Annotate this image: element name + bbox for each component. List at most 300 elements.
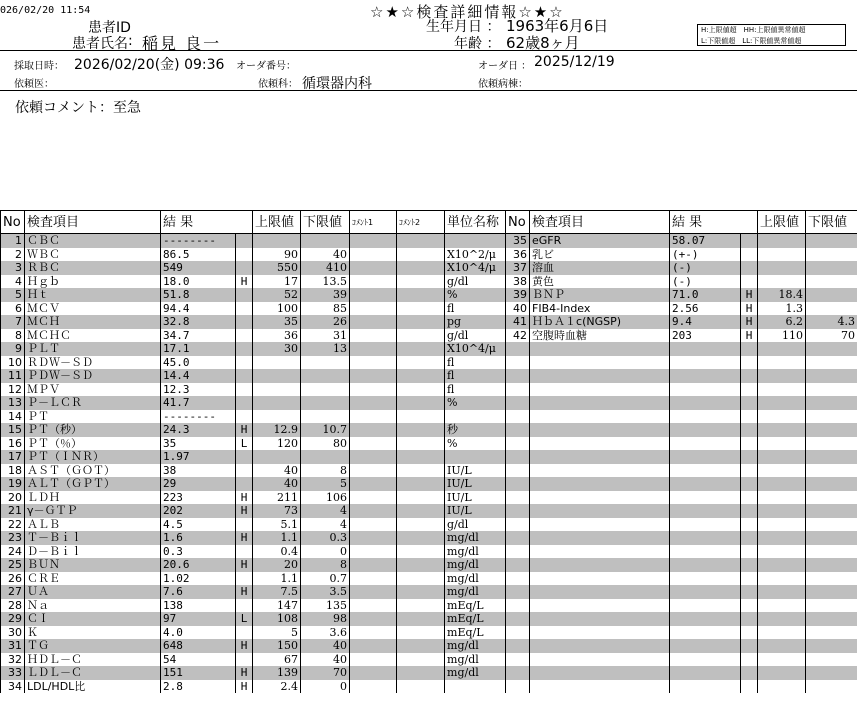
left-upper-cell: 30	[253, 342, 301, 356]
left-flag-cell	[236, 369, 253, 383]
left-unit-cell: mg/dl	[445, 531, 506, 545]
right-upper-cell	[758, 653, 806, 667]
left-flag-cell	[236, 342, 253, 356]
right-upper-cell	[758, 410, 806, 424]
left-lower-cell: 40	[301, 248, 350, 262]
right-no-cell	[506, 477, 530, 491]
left-result-cell: 549	[161, 261, 236, 275]
left-flag-cell	[236, 599, 253, 613]
left-item-cell: Ｎａ	[25, 599, 161, 613]
left-upper-cell	[253, 410, 301, 424]
left-no-cell: 25	[1, 558, 25, 572]
right-item-cell: 溶血	[530, 261, 670, 275]
table-row	[1, 518, 857, 532]
right-result-cell: 2.56	[670, 302, 741, 316]
right-upper-cell	[758, 558, 806, 572]
left-result-cell: 18.0	[161, 275, 236, 289]
left-unit-cell: X10^4/μ	[445, 261, 506, 275]
left-no-cell: 27	[1, 585, 25, 599]
left-result-cell: 24.3	[161, 423, 236, 437]
left-lower-cell: 0.7	[301, 572, 350, 586]
left-comment1-cell	[350, 234, 397, 248]
left-unit-cell: g/dl	[445, 275, 506, 289]
right-item-cell	[530, 356, 670, 370]
left-no-cell: 7	[1, 315, 25, 329]
age-label: 年齢 ：	[454, 36, 501, 52]
table-row	[1, 545, 857, 559]
left-unit-cell: %	[445, 288, 506, 302]
left-comment2-cell	[397, 585, 445, 599]
left-no-cell: 9	[1, 342, 25, 356]
age-value: 62歳8ヶ月	[506, 34, 580, 52]
left-comment2-cell	[397, 504, 445, 518]
left-lower-cell: 13	[301, 342, 350, 356]
left-no-cell: 23	[1, 531, 25, 545]
left-comment1-cell	[350, 288, 397, 302]
document-title: ☆★☆検査詳細情報☆★☆	[370, 3, 565, 21]
right-flag-cell	[741, 437, 758, 451]
patient-name-separator: :	[128, 33, 133, 49]
right-item-cell	[530, 666, 670, 680]
right-item-cell	[530, 572, 670, 586]
right-no-cell: 41	[506, 315, 530, 329]
right-no-cell: 39	[506, 288, 530, 302]
right-flag-cell	[741, 572, 758, 586]
right-lower-cell	[806, 383, 857, 397]
patient-id-label: 患者ID	[88, 20, 131, 36]
left-comment2-cell	[397, 572, 445, 586]
dept-value: 循環器内科	[302, 76, 372, 92]
left-result-cell: 151	[161, 666, 236, 680]
left-unit-cell: %	[445, 396, 506, 410]
left-unit-cell: fl	[445, 369, 506, 383]
right-upper-cell	[758, 477, 806, 491]
left-flag-cell: L	[236, 437, 253, 451]
right-lower-cell	[806, 369, 857, 383]
table-row	[1, 504, 857, 518]
table-row	[1, 315, 857, 329]
left-comment1-cell	[350, 585, 397, 599]
left-lower-cell: 3.5	[301, 585, 350, 599]
birth-label: 生年月日 ：	[426, 19, 501, 35]
left-item-cell: Ｐ－ＬＣＲ	[25, 396, 161, 410]
header-upper-right: 上限値	[758, 211, 806, 234]
right-item-cell: ＢＮＰ	[530, 288, 670, 302]
left-upper-cell	[253, 383, 301, 397]
left-flag-cell	[236, 234, 253, 248]
left-flag-cell: H	[236, 504, 253, 518]
left-comment1-cell	[350, 275, 397, 289]
left-unit-cell: mg/dl	[445, 639, 506, 653]
left-upper-cell: 108	[253, 612, 301, 626]
left-comment1-cell	[350, 599, 397, 613]
left-unit-cell: fl	[445, 356, 506, 370]
left-comment2-cell	[397, 410, 445, 424]
left-comment1-cell	[350, 261, 397, 275]
left-flag-cell: H	[236, 491, 253, 505]
left-comment2-cell	[397, 423, 445, 437]
header-lower-right: 下限値	[806, 211, 857, 234]
right-flag-cell	[741, 234, 758, 248]
right-no-cell: 38	[506, 275, 530, 289]
left-item-cell: ＭＣＨＣ	[25, 329, 161, 343]
left-flag-cell: L	[236, 612, 253, 626]
left-unit-cell: IU/L	[445, 477, 506, 491]
table-row	[1, 383, 857, 397]
right-lower-cell	[806, 491, 857, 505]
right-lower-cell	[806, 288, 857, 302]
left-flag-cell	[236, 288, 253, 302]
left-result-cell: 34.7	[161, 329, 236, 343]
left-unit-cell: 秒	[445, 423, 506, 437]
left-unit-cell: g/dl	[445, 329, 506, 343]
table-row	[1, 585, 857, 599]
left-item-cell: ＲＢＣ	[25, 261, 161, 275]
right-no-cell: 42	[506, 329, 530, 343]
left-lower-cell	[301, 356, 350, 370]
left-lower-cell: 135	[301, 599, 350, 613]
left-lower-cell: 85	[301, 302, 350, 316]
right-item-cell	[530, 518, 670, 532]
left-flag-cell: H	[236, 558, 253, 572]
right-result-cell	[670, 383, 741, 397]
right-item-cell	[530, 653, 670, 667]
left-result-cell: --------	[161, 410, 236, 424]
left-item-cell: ＣＢＣ	[25, 234, 161, 248]
right-lower-cell	[806, 261, 857, 275]
right-upper-cell	[758, 531, 806, 545]
table-row	[1, 288, 857, 302]
header-comment2: ｺﾒﾝﾄ2	[397, 211, 445, 234]
right-flag-cell	[741, 369, 758, 383]
collected-value: 2026/02/20(金) 09:36	[74, 57, 225, 73]
right-no-cell	[506, 653, 530, 667]
left-item-cell: Ｔ－Ｂｉｌ	[25, 531, 161, 545]
left-flag-cell	[236, 383, 253, 397]
results-table	[0, 210, 857, 707]
table-row	[1, 396, 857, 410]
table-header-row	[1, 211, 857, 234]
left-comment2-cell	[397, 450, 445, 464]
right-item-cell: 空腹時血糖	[530, 329, 670, 343]
left-comment2-cell	[397, 639, 445, 653]
left-result-cell: 202	[161, 504, 236, 518]
right-flag-cell: H	[741, 329, 758, 343]
right-no-cell	[506, 558, 530, 572]
right-item-cell	[530, 531, 670, 545]
right-lower-cell	[806, 518, 857, 532]
left-flag-cell	[236, 261, 253, 275]
left-unit-cell: mEq/L	[445, 599, 506, 613]
right-upper-cell	[758, 275, 806, 289]
left-unit-cell: mg/dl	[445, 545, 506, 559]
right-item-cell	[530, 599, 670, 613]
left-comment1-cell	[350, 518, 397, 532]
table-row	[1, 558, 857, 572]
right-upper-cell	[758, 423, 806, 437]
left-comment1-cell	[350, 329, 397, 343]
table-row	[1, 234, 857, 248]
left-upper-cell: 1.1	[253, 531, 301, 545]
left-result-cell: 223	[161, 491, 236, 505]
left-no-cell: 29	[1, 612, 25, 626]
left-item-cell: ＰＴ	[25, 410, 161, 424]
left-flag-cell	[236, 302, 253, 316]
left-comment1-cell	[350, 464, 397, 478]
left-comment1-cell	[350, 504, 397, 518]
right-flag-cell	[741, 653, 758, 667]
right-upper-cell	[758, 234, 806, 248]
header-comment1: ｺﾒﾝﾄ1	[350, 211, 397, 234]
left-upper-cell: 90	[253, 248, 301, 262]
right-flag-cell	[741, 356, 758, 370]
right-no-cell: 37	[506, 261, 530, 275]
left-comment2-cell	[397, 599, 445, 613]
right-upper-cell	[758, 639, 806, 653]
left-no-cell: 31	[1, 639, 25, 653]
left-comment2-cell	[397, 518, 445, 532]
left-lower-cell: 5	[301, 477, 350, 491]
order-no-label: オーダ番号：	[236, 61, 296, 72]
left-upper-cell: 40	[253, 477, 301, 491]
left-unit-cell: pg	[445, 315, 506, 329]
right-item-cell	[530, 423, 670, 437]
right-no-cell	[506, 464, 530, 478]
header-upper: 上限値	[253, 211, 301, 234]
left-no-cell: 24	[1, 545, 25, 559]
header-no-right: No	[506, 211, 530, 234]
right-no-cell	[506, 585, 530, 599]
left-result-cell: 41.7	[161, 396, 236, 410]
right-item-cell	[530, 477, 670, 491]
right-no-cell: 40	[506, 302, 530, 316]
right-lower-cell	[806, 585, 857, 599]
left-no-cell: 30	[1, 626, 25, 640]
left-lower-cell: 39	[301, 288, 350, 302]
left-no-cell: 26	[1, 572, 25, 586]
right-flag-cell	[741, 680, 758, 694]
left-item-cell: ＡＬＢ	[25, 518, 161, 532]
right-item-cell: eGFR	[530, 234, 670, 248]
left-no-cell: 33	[1, 666, 25, 680]
left-lower-cell: 98	[301, 612, 350, 626]
right-lower-cell	[806, 342, 857, 356]
right-upper-cell	[758, 491, 806, 505]
right-result-cell: 71.0	[670, 288, 741, 302]
left-upper-cell: 5	[253, 626, 301, 640]
right-flag-cell: H	[741, 288, 758, 302]
right-item-cell	[530, 680, 670, 694]
left-no-cell: 10	[1, 356, 25, 370]
left-no-cell: 6	[1, 302, 25, 316]
left-comment1-cell	[350, 423, 397, 437]
right-item-cell	[530, 558, 670, 572]
left-unit-cell: X10^4/μ	[445, 342, 506, 356]
left-lower-cell	[301, 369, 350, 383]
flag-legend	[697, 24, 846, 46]
left-comment1-cell	[350, 248, 397, 262]
right-flag-cell	[741, 450, 758, 464]
right-result-cell	[670, 464, 741, 478]
left-no-cell: 11	[1, 369, 25, 383]
right-result-cell	[670, 599, 741, 613]
left-no-cell: 22	[1, 518, 25, 532]
table-row	[1, 680, 857, 694]
right-upper-cell	[758, 261, 806, 275]
table-row	[1, 612, 857, 626]
right-item-cell: 乳ビ	[530, 248, 670, 262]
left-comment1-cell	[350, 545, 397, 559]
right-result-cell	[670, 450, 741, 464]
right-item-cell: FIB4-Index	[530, 302, 670, 316]
left-comment2-cell	[397, 531, 445, 545]
left-unit-cell	[445, 234, 506, 248]
right-item-cell	[530, 464, 670, 478]
left-unit-cell: mg/dl	[445, 572, 506, 586]
left-result-cell: 4.0	[161, 626, 236, 640]
right-result-cell	[670, 585, 741, 599]
right-no-cell	[506, 518, 530, 532]
table-row	[1, 261, 857, 275]
right-flag-cell	[741, 383, 758, 397]
left-no-cell: 18	[1, 464, 25, 478]
right-no-cell: 35	[506, 234, 530, 248]
right-upper-cell: 110	[758, 329, 806, 343]
left-no-cell: 3	[1, 261, 25, 275]
left-comment2-cell	[397, 558, 445, 572]
left-comment2-cell	[397, 666, 445, 680]
right-no-cell	[506, 369, 530, 383]
table-row	[1, 275, 857, 289]
patient-name-value: 稲見 良一	[142, 34, 222, 53]
right-result-cell	[670, 504, 741, 518]
right-result-cell: (+-)	[670, 248, 741, 262]
left-no-cell: 19	[1, 477, 25, 491]
right-result-cell	[670, 437, 741, 451]
right-result-cell	[670, 477, 741, 491]
left-no-cell: 28	[1, 599, 25, 613]
right-lower-cell	[806, 464, 857, 478]
left-no-cell: 21	[1, 504, 25, 518]
table-row	[1, 342, 857, 356]
left-lower-cell: 13.5	[301, 275, 350, 289]
ward-label: 依頼病棟：	[478, 79, 528, 90]
right-result-cell	[670, 369, 741, 383]
left-upper-cell	[253, 234, 301, 248]
left-no-cell: 12	[1, 383, 25, 397]
right-lower-cell	[806, 248, 857, 262]
left-item-cell: ＢＵＮ	[25, 558, 161, 572]
right-no-cell	[506, 639, 530, 653]
right-item-cell	[530, 491, 670, 505]
right-upper-cell	[758, 396, 806, 410]
right-item-cell: 黄色	[530, 275, 670, 289]
right-upper-cell	[758, 572, 806, 586]
left-lower-cell: 8	[301, 464, 350, 478]
right-flag-cell	[741, 599, 758, 613]
left-result-cell: 1.02	[161, 572, 236, 586]
left-upper-cell	[253, 450, 301, 464]
left-upper-cell: 139	[253, 666, 301, 680]
left-item-cell: ＭＣＶ	[25, 302, 161, 316]
right-result-cell	[670, 572, 741, 586]
right-lower-cell	[806, 545, 857, 559]
left-result-cell: 32.8	[161, 315, 236, 329]
right-flag-cell	[741, 545, 758, 559]
left-item-cell: LDL/HDL比	[25, 680, 161, 694]
right-lower-cell	[806, 653, 857, 667]
left-lower-cell: 4	[301, 504, 350, 518]
left-result-cell: 54	[161, 653, 236, 667]
left-lower-cell: 40	[301, 653, 350, 667]
left-unit-cell: mg/dl	[445, 585, 506, 599]
right-result-cell	[670, 680, 741, 694]
right-lower-cell	[806, 639, 857, 653]
left-item-cell: ＨＤＬ－Ｃ	[25, 653, 161, 667]
left-flag-cell: H	[236, 666, 253, 680]
right-flag-cell	[741, 261, 758, 275]
table-row	[1, 477, 857, 491]
table-row	[1, 572, 857, 586]
right-lower-cell	[806, 450, 857, 464]
right-flag-cell	[741, 612, 758, 626]
left-lower-cell	[301, 383, 350, 397]
left-no-cell: 8	[1, 329, 25, 343]
left-no-cell: 2	[1, 248, 25, 262]
left-upper-cell: 5.1	[253, 518, 301, 532]
right-lower-cell	[806, 680, 857, 694]
right-upper-cell	[758, 342, 806, 356]
right-flag-cell	[741, 491, 758, 505]
left-comment2-cell	[397, 248, 445, 262]
left-result-cell: 86.5	[161, 248, 236, 262]
left-lower-cell: 410	[301, 261, 350, 275]
left-flag-cell	[236, 315, 253, 329]
left-unit-cell: mEq/L	[445, 626, 506, 640]
right-item-cell	[530, 342, 670, 356]
left-item-cell: Ｈｇｂ	[25, 275, 161, 289]
left-comment2-cell	[397, 612, 445, 626]
header-unit: 単位名称	[445, 211, 506, 234]
left-lower-cell	[301, 450, 350, 464]
left-comment2-cell	[397, 288, 445, 302]
left-comment1-cell	[350, 302, 397, 316]
right-upper-cell	[758, 504, 806, 518]
left-upper-cell: 0.4	[253, 545, 301, 559]
right-result-cell	[670, 396, 741, 410]
left-comment2-cell	[397, 437, 445, 451]
left-unit-cell: fl	[445, 302, 506, 316]
left-comment1-cell	[350, 477, 397, 491]
left-flag-cell: H	[236, 275, 253, 289]
left-item-cell: ＬＤＬ－Ｃ	[25, 666, 161, 680]
right-item-cell	[530, 545, 670, 559]
header-result-right: 結 果	[670, 211, 758, 234]
left-no-cell: 5	[1, 288, 25, 302]
legend-line-1: H:上限値超 HH:上限値異常値超	[701, 26, 806, 34]
table-row	[1, 666, 857, 680]
left-lower-cell: 80	[301, 437, 350, 451]
right-lower-cell	[806, 666, 857, 680]
right-no-cell	[506, 612, 530, 626]
left-upper-cell	[253, 356, 301, 370]
left-comment1-cell	[350, 356, 397, 370]
table-row	[1, 437, 857, 451]
right-item-cell	[530, 437, 670, 451]
left-flag-cell	[236, 356, 253, 370]
right-result-cell	[670, 612, 741, 626]
right-flag-cell	[741, 275, 758, 289]
